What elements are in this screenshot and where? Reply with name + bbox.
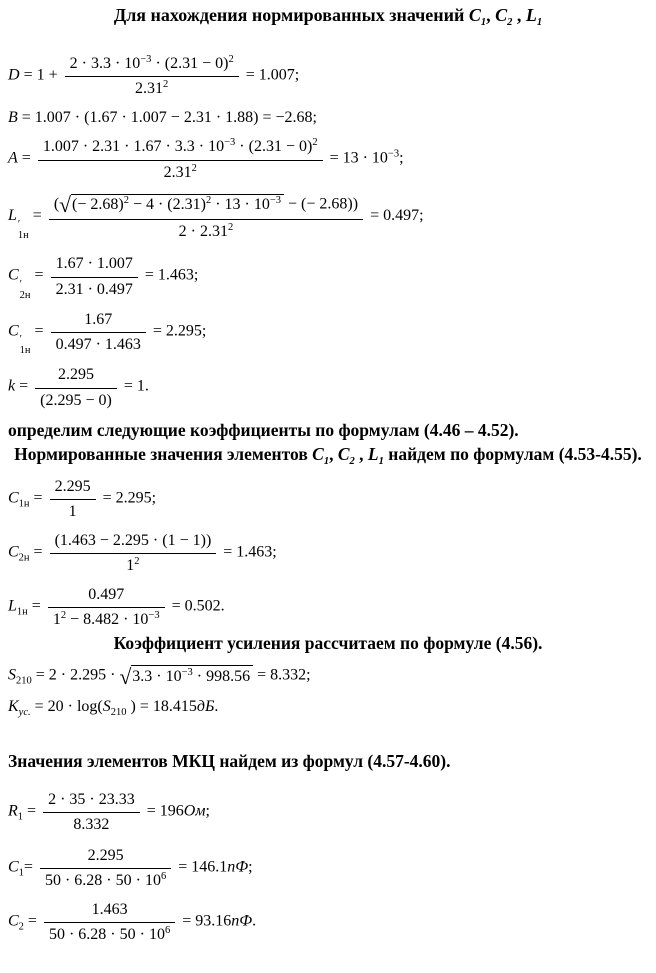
formula-c2: $C_2$ = $\frac{1.463}{50 \cdot 6.28 \cdot 50 \cdot 10^6}$ = 93.16пФ. [8, 900, 257, 944]
formula-c2n: $C_{2н}$ = $\frac{(1.463 - 2.295 \cdot (1 - 1))}{1^2}$ = 1.463; [8, 531, 277, 575]
paragraph-coefficients: определим следующие коэффициенты по формулам (4.46 – 4.52). [8, 420, 519, 441]
formula-s210: $S_{210} = 2 \cdot 2.295$ · √ $3.3 \cdot 10^{-3} \cdot 998.56$ = 8.332; [8, 664, 311, 689]
formula-c1: $C_1=$ $\frac{2.295}{50 \cdot 6.28 \cdot 50 \cdot 10^6}$ = 146.1пФ; [8, 846, 253, 890]
paragraph-mkc: Значения элементов МКЦ найдем из формул (4.57-4.60). [8, 751, 451, 772]
formula-d: D = 1 + $\frac{2 \cdot 3.3 \cdot 10^{-3} \cdot (2.31 - 0)^2}{2.31^2}$ = 1.007; [8, 53, 300, 97]
formula-c1n-prime: C ′ 1н = $\frac{1.67}{0.497 \cdot 1.463}$ = 2.295; [8, 310, 207, 357]
page-title: Для нахождения нормированных значений $C_1$, $C_2$ , $L_1$ [113, 5, 543, 28]
formula-r1: $R_1$ = $\frac{2 \cdot 35 \cdot 23.33}{8.332}$ = 196Ом; [8, 791, 210, 834]
formula-c1n: $C_{1н}$ = $\frac{2.295}{1}$ = 2.295; [8, 477, 157, 521]
formula-c2n-prime: C ′ 2н = $\frac{1.67 \cdot 1.007}{2.31 \cdot 0.497}$ = 1.463; [8, 255, 199, 301]
formula-b: B = 1.007 · (1.67 · 1.007 − 2.31 · 1.88) = −2.68; [8, 109, 317, 127]
paragraph-normalized-values: Нормированные значения элементов $C_1$, $C_2$ , $L_1$ найдем по формулам (4.53-4.55). [14, 444, 642, 468]
formula-kus: $K_{ус.} = 20 \cdot \log(S_{210}$ ) = 18.415дБ. [8, 698, 219, 719]
formula-l1n: $L_{1н}$ = $\frac{0.497}{1^2 - 8.482 \cdot 10^{-3}}$ = 0.502. [8, 585, 225, 628]
formula-k: k = $\frac{2.295}{(2.295 - 0)}$ = 1. [8, 366, 149, 409]
formula-l1n-prime: L ′ 1н = ( √ (− $2.68)^2 - 4 \cdot (2.31)^2 \cdot 13 \cdot 10^{-3}$ − (− 2.68)) $2 \cdot 2.31^2$ = 0.497; [8, 193, 424, 242]
formula-a: A = $\frac{1.007 \cdot 2.31 \cdot 1.67 \cdot 3.3 \cdot 10^{-3} \cdot (2.31 - 0)^2}{2.31^2}$ = $13 \cdot 10^{-3}$; [8, 137, 404, 181]
paragraph-gain: Коэффициент усиления рассчитаем по формуле (4.56). [113, 633, 543, 654]
